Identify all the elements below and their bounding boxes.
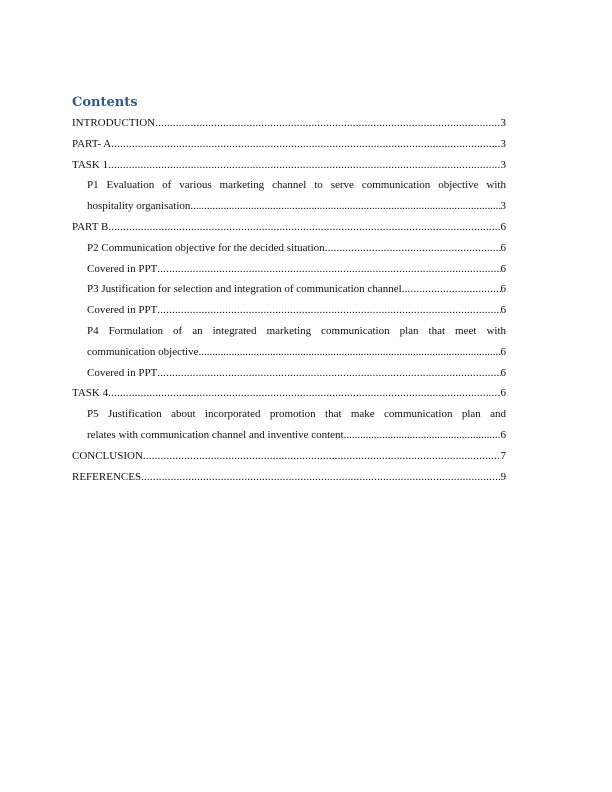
toc-entry-label: PART B (72, 220, 109, 233)
toc-entry-p4[interactable] (72, 321, 506, 363)
leader-dots (108, 217, 500, 238)
toc-entry-label: P2 Communication objective for the decided situation (87, 241, 325, 254)
toc-entry-p2[interactable] (72, 238, 506, 259)
toc-entry-label: Covered in PPT (87, 262, 158, 275)
toc-page-number: 3 (500, 137, 506, 150)
toc-entry-part-a[interactable] (72, 134, 506, 155)
toc-page-number: 6 (500, 304, 506, 317)
toc-entry-label: TASK 4 (72, 387, 109, 400)
leader-dots (157, 259, 500, 280)
leader-dots (325, 238, 501, 259)
toc-page-number: 6 (500, 262, 506, 275)
leader-dots (190, 196, 500, 217)
toc-entry-label: CONCLUSION (72, 449, 143, 462)
toc-entry-label: INTRODUCTION (72, 117, 156, 129)
toc-page-number: 6 (500, 220, 506, 233)
toc-entry-label: Covered in PPT (87, 366, 158, 379)
leader-dots (108, 155, 500, 176)
toc-page-number: 3 (500, 117, 506, 129)
toc-page-number: 6 (500, 366, 506, 379)
toc-entry-label: TASK 1 (72, 158, 109, 171)
toc-entry-introduction[interactable] (72, 113, 506, 134)
toc-page-number: 6 (500, 387, 506, 400)
toc-entry-label-line2: relates with communication channel and inventive content (87, 428, 344, 441)
leader-dots (344, 425, 501, 446)
toc-entry-label: Covered in PPT (87, 304, 158, 317)
toc-entry-covered-in-ppt[interactable] (72, 300, 506, 321)
leader-dots (141, 467, 500, 488)
toc-entry-conclusion[interactable] (72, 446, 506, 467)
leader-dots (402, 279, 501, 300)
toc-page-number: 3 (500, 158, 506, 171)
toc-title: Contents (72, 95, 138, 110)
toc-entry-label-line2: hospitality organisation (87, 200, 191, 213)
toc-entry-label: REFERENCES (72, 470, 142, 483)
leader-dots (155, 113, 500, 134)
toc-entry-label-line1: P1 Evaluation of various marketing channel to serve communication objective with (87, 179, 506, 192)
toc-entry-references[interactable] (72, 467, 506, 488)
toc-page-number: 6 (500, 283, 506, 296)
toc-entry-covered-in-ppt[interactable] (72, 363, 506, 384)
table-of-contents (72, 113, 506, 487)
toc-entry-label-line1: P5 Justification about incorporated promotion that make communication plan and (87, 408, 506, 421)
toc-page-number: 6 (500, 241, 506, 254)
leader-dots (143, 446, 501, 467)
toc-entry-task-1[interactable] (72, 155, 506, 176)
toc-page-number: 6 (500, 428, 506, 441)
toc-entry-p5[interactable] (72, 404, 506, 446)
toc-page-number: 9 (500, 470, 506, 483)
toc-entry-covered-in-ppt[interactable] (72, 259, 506, 280)
toc-entry-label-line1: P4 Formulation of an integrated marketing communication plan that meet with (87, 324, 506, 337)
toc-entry-task-4[interactable] (72, 383, 506, 404)
toc-entry-label-line2: communication objective (87, 345, 199, 358)
leader-dots (108, 383, 500, 404)
leader-dots (199, 342, 501, 363)
toc-entry-label: PART- A (72, 137, 112, 150)
toc-page-number: 7 (500, 449, 506, 462)
toc-entry-p3[interactable] (72, 279, 506, 300)
leader-dots (157, 363, 500, 384)
toc-entry-part-b[interactable] (72, 217, 506, 238)
leader-dots (111, 134, 500, 155)
leader-dots (157, 300, 500, 321)
toc-page-number: 6 (500, 345, 506, 358)
toc-entry-p1[interactable] (72, 175, 506, 217)
toc-page-number: 3 (500, 200, 506, 213)
toc-entry-label: P3 Justification for selection and integration of communication channel (87, 283, 402, 296)
